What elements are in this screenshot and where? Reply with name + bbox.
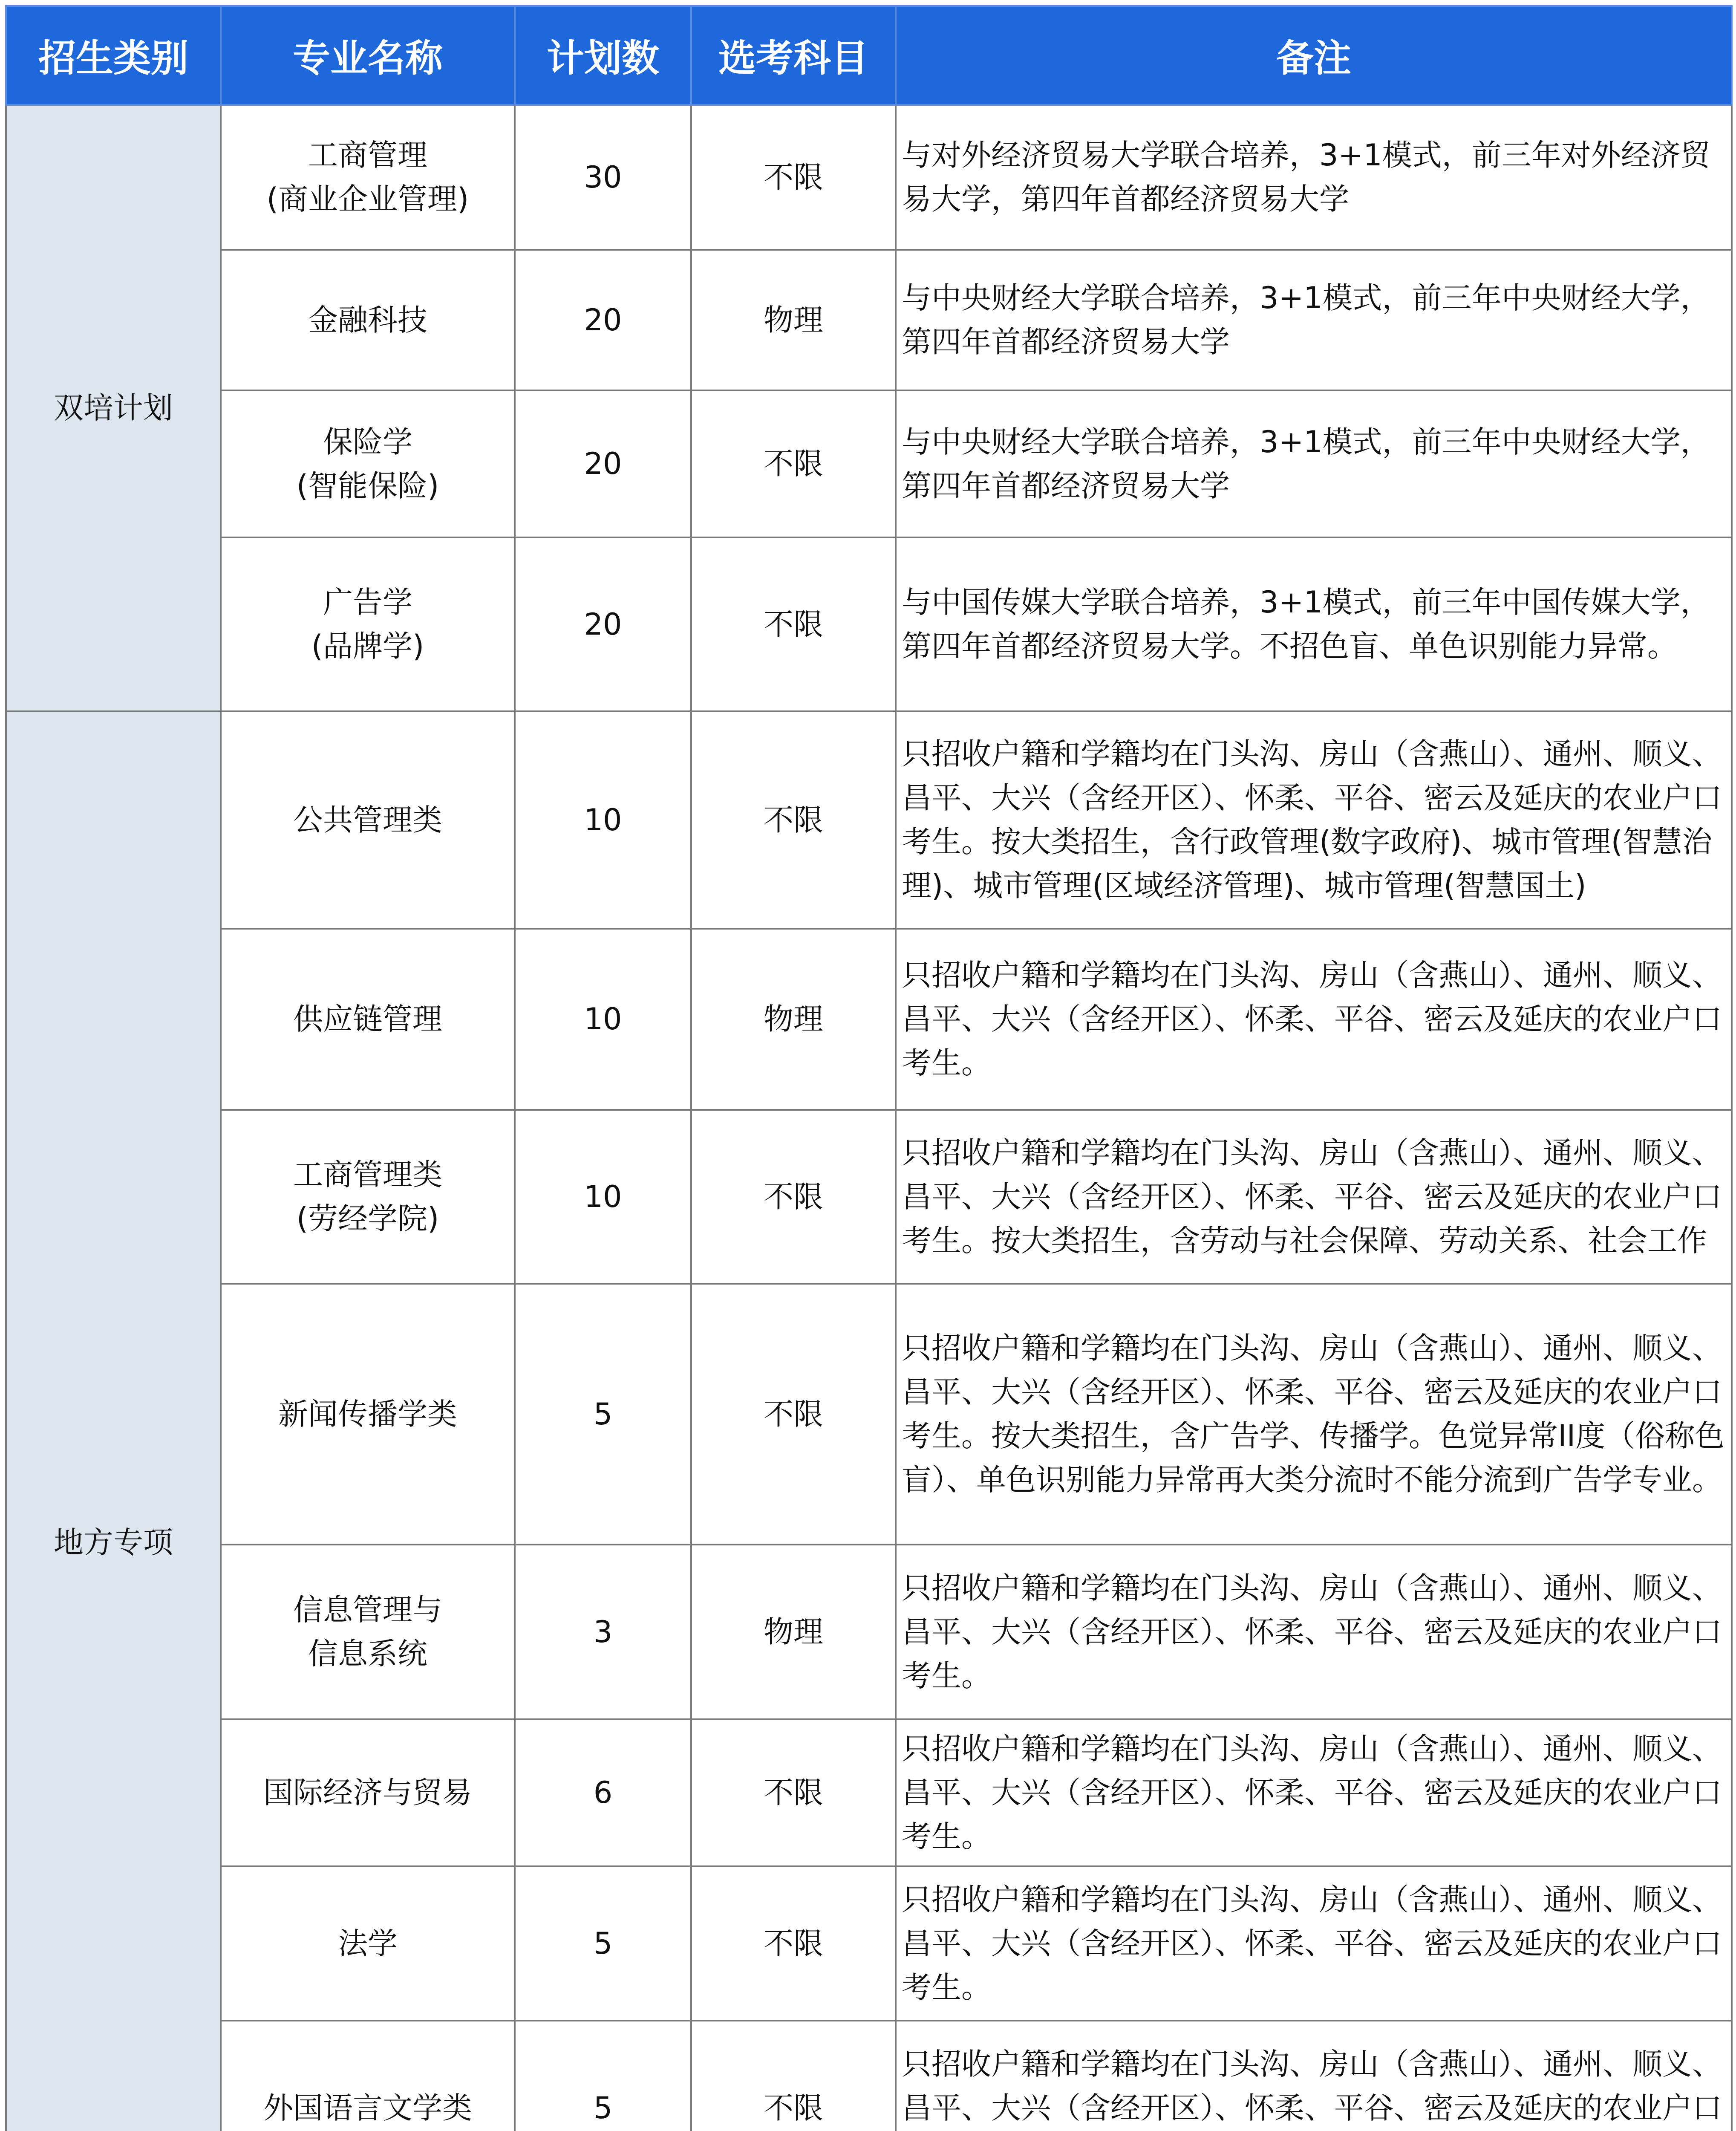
plan-count-cell: 5 [515, 1866, 691, 2021]
table-row [6, 250, 1732, 390]
table-row [6, 1719, 1732, 1866]
plan-count-cell: 10 [515, 1110, 691, 1284]
plan-count-cell: 10 [515, 711, 691, 929]
major-name-line: 工商管理 [308, 138, 427, 173]
major-name-line: 公共管理类 [293, 802, 442, 837]
header-plan: 计划数 [515, 6, 691, 105]
major-name-line: (智能保险) [296, 468, 439, 503]
table-row [6, 105, 1732, 250]
table-row [6, 1545, 1732, 1719]
subject-cell: 不限 [691, 105, 896, 250]
table-body [6, 105, 1732, 2131]
major-cell [221, 390, 515, 537]
header-major: 专业名称 [221, 6, 515, 105]
table-row [6, 711, 1732, 929]
subject-cell: 不限 [691, 390, 896, 537]
table-row [6, 2021, 1732, 2131]
subject-cell: 不限 [691, 537, 896, 711]
note-cell: 与中国传媒大学联合培养，3+1模式，前三年中国传媒大学，第四年首都经济贸易大学。不招色盲、单色识别能力异常。 [896, 537, 1732, 711]
major-name-line: 信息系统 [308, 1636, 427, 1671]
major-name-line: (品牌学) [311, 629, 424, 664]
header-category: 招生类别 [6, 6, 221, 105]
plan-count-cell: 5 [515, 1284, 691, 1545]
major-name-line: 保险学 [323, 424, 412, 459]
note-cell: 与中央财经大学联合培养，3+1模式，前三年中央财经大学，第四年首都经济贸易大学 [896, 390, 1732, 537]
major-name-line: 广告学 [323, 585, 412, 620]
category-cell: 地方专项 [6, 711, 221, 2131]
plan-count-cell: 10 [515, 929, 691, 1110]
subject-cell: 物理 [691, 929, 896, 1110]
note-cell: 只招收户籍和学籍均在门头沟、房山（含燕山）、通州、顺义、昌平、大兴（含经开区）、怀柔、平谷、密云及延庆的农业户口考生。 [896, 1866, 1732, 2021]
note-cell: 只招收户籍和学籍均在门头沟、房山（含燕山）、通州、顺义、昌平、大兴（含经开区）、怀柔、平谷、密云及延庆的农业户口 [896, 2021, 1732, 2131]
table-row [6, 1284, 1732, 1545]
note-cell: 只招收户籍和学籍均在门头沟、房山（含燕山）、通州、顺义、昌平、大兴（含经开区）、怀柔、平谷、密云及延庆的农业户口考生。按大类招生，含劳动与社会保障、劳动关系、社会工作 [896, 1110, 1732, 1284]
note-cell: 只招收户籍和学籍均在门头沟、房山（含燕山）、通州、顺义、昌平、大兴（含经开区）、怀柔、平谷、密云及延庆的农业户口考生。按大类招生，含广告学、传播学。色觉异常II度（俗称色盲）、单色识别能力异常再大类分流时不能分流到广告学专业。 [896, 1284, 1732, 1545]
major-cell [221, 250, 515, 390]
plan-count-cell: 3 [515, 1545, 691, 1719]
note-cell: 与中央财经大学联合培养，3+1模式，前三年中央财经大学，第四年首都经济贸易大学 [896, 250, 1732, 390]
plan-count-cell: 6 [515, 1719, 691, 1866]
table-row [6, 390, 1732, 537]
plan-count-cell: 5 [515, 2021, 691, 2131]
table-row [6, 1110, 1732, 1284]
note-cell: 只招收户籍和学籍均在门头沟、房山（含燕山）、通州、顺义、昌平、大兴（含经开区）、怀柔、平谷、密云及延庆的农业户口考生。 [896, 929, 1732, 1110]
plan-count-cell: 20 [515, 250, 691, 390]
plan-count-cell: 20 [515, 390, 691, 537]
major-cell [221, 1110, 515, 1284]
major-name-line: 信息管理与 [293, 1592, 442, 1627]
major-name-line: 国际经济与贸易 [263, 1775, 472, 1810]
table-row [6, 929, 1732, 1110]
major-cell [221, 929, 515, 1110]
admission-plan-table [5, 5, 1733, 2131]
major-name-line: (劳经学院) [296, 1201, 439, 1236]
major-name-line: 新闻传播学类 [278, 1396, 457, 1432]
note-cell: 只招收户籍和学籍均在门头沟、房山（含燕山）、通州、顺义、昌平、大兴（含经开区）、怀柔、平谷、密云及延庆的农业户口考生。 [896, 1719, 1732, 1866]
subject-cell: 不限 [691, 1866, 896, 2021]
major-name-line: 供应链管理 [293, 1002, 442, 1037]
major-cell [221, 1284, 515, 1545]
major-cell [221, 105, 515, 250]
note-cell: 只招收户籍和学籍均在门头沟、房山（含燕山）、通州、顺义、昌平、大兴（含经开区）、怀柔、平谷、密云及延庆的农业户口考生。按大类招生，含行政管理(数字政府)、城市管理(智慧治理)、城市管理(区域经济管理)、城市管理(智慧国土) [896, 711, 1732, 929]
note-cell: 只招收户籍和学籍均在门头沟、房山（含燕山）、通州、顺义、昌平、大兴（含经开区）、怀柔、平谷、密云及延庆的农业户口考生。 [896, 1545, 1732, 1719]
major-name-line: 法学 [338, 1926, 398, 1961]
plan-count-cell: 20 [515, 537, 691, 711]
subject-cell: 物理 [691, 1545, 896, 1719]
major-name-line: 工商管理类 [293, 1157, 442, 1192]
header-subject: 选考科目 [691, 6, 896, 105]
subject-cell: 不限 [691, 711, 896, 929]
subject-cell: 物理 [691, 250, 896, 390]
major-cell [221, 1719, 515, 1866]
table-row [6, 1866, 1732, 2021]
table-row [6, 537, 1732, 711]
subject-cell: 不限 [691, 1284, 896, 1545]
note-cell: 与对外经济贸易大学联合培养，3+1模式，前三年对外经济贸易大学，第四年首都经济贸易大学 [896, 105, 1732, 250]
subject-cell: 不限 [691, 2021, 896, 2131]
category-cell: 双培计划 [6, 105, 221, 711]
major-cell [221, 2021, 515, 2131]
major-cell [221, 537, 515, 711]
header-note: 备注 [896, 6, 1732, 105]
subject-cell: 不限 [691, 1719, 896, 1866]
major-cell [221, 1545, 515, 1719]
major-name-line: (商业企业管理) [266, 182, 469, 217]
plan-count-cell: 30 [515, 105, 691, 250]
major-name-line: 金融科技 [308, 302, 427, 338]
major-name-line: 外国语言文学类 [263, 2090, 472, 2125]
major-cell [221, 711, 515, 929]
header-row [6, 6, 1732, 105]
subject-cell: 不限 [691, 1110, 896, 1284]
major-cell [221, 1866, 515, 2021]
